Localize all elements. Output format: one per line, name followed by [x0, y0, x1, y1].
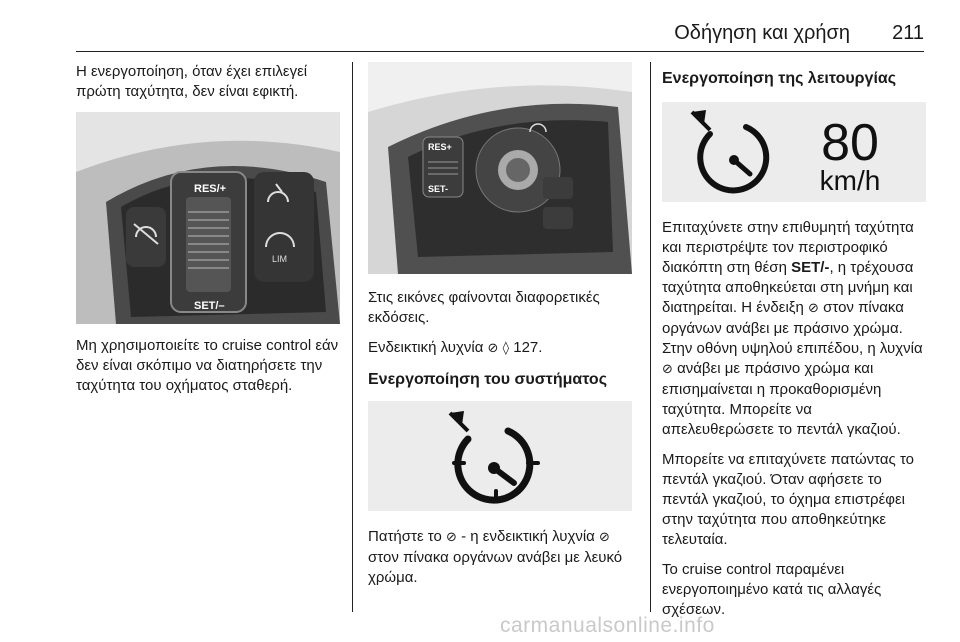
column-divider [650, 62, 651, 612]
paragraph: Το cruise control παραμένει ενεργοποιημένο κατά τις αλλαγές σχέσεων. [662, 561, 882, 618]
speedometer-icon [368, 401, 632, 511]
paragraph: Η ενεργοποίηση, όταν έχει επιλεγεί πρώτη ταχύτητα, δεν είναι εφικτή. [76, 63, 308, 100]
speed-unit: km/h [819, 165, 881, 196]
column-3 [662, 62, 928, 630]
text: Επιταχύνετε στην επιθυμητή ταχύτητα και περιστρέψτε τον περιστροφικό διακόπτη στη θέση [662, 219, 914, 276]
set-label: SET- [428, 184, 449, 194]
page-reference: 127. [513, 339, 543, 356]
text: - η ενδεικτική λυχνία [461, 528, 595, 545]
steering-switch-figure-2 [368, 62, 632, 274]
cruise-indicator-icon: ⊘ [662, 362, 673, 377]
cruise-button-icon: ⊘ [446, 530, 457, 545]
speed-value: 80 [821, 114, 879, 172]
set-label: SET/– [194, 300, 225, 312]
watermark: carmanualsonline.info [500, 614, 715, 637]
text: στον πίνακα οργάνων ανάβει με λευκό χρώμα. [368, 549, 623, 586]
paragraph: Μπορείτε να επιταχύνετε πατώντας το πεντάλ γκαζιού. Όταν αφήσετε το πεντάλ γκαζιού, το όχημα επιστρέφει στην ταχύτητα που αποθηκεύτηκε τελευταία. [662, 451, 915, 548]
text: , η τρέχουσα ταχύτητα αποθηκεύεται στη μνήμη και διατηρείται. Η ένδειξη [662, 259, 914, 316]
page-header [0, 0, 960, 48]
page-title: Οδήγηση και χρήση [674, 22, 850, 44]
paragraph [662, 218, 928, 440]
text: Ενδεικτική λυχνία [368, 339, 484, 356]
res-label: RES/+ [194, 183, 227, 195]
text: ανάβει με πράσινο χρώμα και επισημαίνεται η προκαθορισμένη ταχύτητα. Μπορείτε να απελευθερώσετε το πεντάλ γκαζιού. [662, 360, 901, 438]
paragraph: Στις εικόνες φαίνονται διαφορετικές εκδόσεις. [368, 289, 600, 326]
cruise-indicator-icon: ⊘ [808, 301, 819, 316]
column-divider [352, 62, 353, 612]
text: στον πίνακα οργάνων ανάβει με πράσινο χρώμα. Στην οθόνη υψηλού επιπέδου, η λυχνία [662, 299, 923, 357]
header-divider [76, 51, 924, 52]
cruise-indicator-icon: ⊘ [599, 530, 610, 545]
section-heading: Ενεργοποίηση της λειτουργίας [662, 70, 897, 87]
paragraph [368, 527, 634, 588]
speed-display [662, 102, 926, 202]
steering-switch-figure-1 [76, 112, 340, 324]
text: Πατήστε το [368, 528, 442, 545]
paragraph: Μη χρησιμοποιείτε το cruise control εάν δεν είναι σκόπιμο να διατηρήσετε την ταχύτητα του οχήματος σταθερή. [76, 337, 339, 394]
paragraph [368, 338, 634, 359]
page-number: 211 [892, 22, 924, 44]
page-reference-icon: ◊ [502, 341, 510, 356]
set-position-label: SET/- [791, 259, 830, 276]
lim-label: LIM [272, 254, 288, 264]
section-heading: Ενεργοποίηση του συστήματος [368, 371, 608, 388]
cruise-indicator-icon: ⊘ [487, 341, 499, 356]
speed-display-figure [662, 102, 926, 202]
steering-wheel-controls-illustration [368, 62, 632, 274]
steering-wheel-controls-illustration [76, 112, 340, 324]
column-1 [76, 62, 342, 406]
cruise-control-symbol-figure [368, 401, 632, 511]
res-label: RES+ [428, 142, 452, 152]
column-2 [368, 62, 634, 598]
